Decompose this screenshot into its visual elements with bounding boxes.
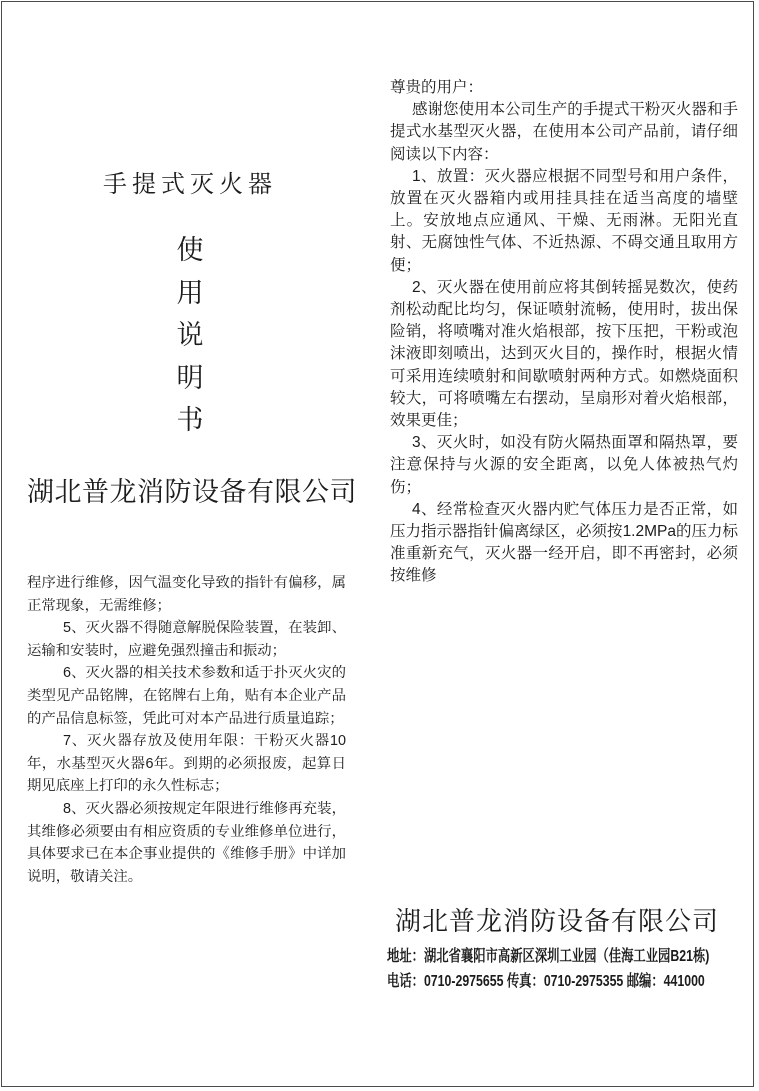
vertical-title-char: 使 [176, 235, 204, 265]
intro-paragraph-item-2: 2、灭火器在使用前应将其倒转摇晃数次，使药剂松动配比均匀，保证喷射流畅，使用时，拔出保险销，将喷嘴对准火焰根部，按下压把，干粉或泡沫液即刻喷出，达到灭火目的，操作时，根据火情可采用连续喷射和间歇喷射两种方式。如燃烧面积较大，可将喷嘴左右摆动，呈扇形对着火焰根部，效果更佳； [390, 278, 738, 430]
vertical-title-char: 说 [176, 320, 204, 350]
footer-address: 地址：湖北省襄阳市高新区深圳工业园（佳海工业园B21栋) [387, 948, 710, 965]
intro-paragraph-item-1: 1、放置：灭火器应根据不同型号和用户条件，放置在灭火器箱内或用挂具挂在适当高度的墙壁上。安放地点应通风、干燥、无雨淋。无阳光直射、无腐蚀性气体、不近热源、不碍交通且取用方便； [390, 167, 738, 274]
cover-vertical-title [30, 229, 350, 442]
footer-phone-fax-zip: 电话：0710-2975655 传真：0710-2975355 邮编：441000 [387, 973, 705, 990]
footer-company-name: 湖北普龙消防设备有限公司 [394, 906, 719, 936]
continuation-paragraph-item-8: 8、灭火器必须按规定年限进行维修再充装，其维修必须要由有相应资质的专业维修单位进行，具体要求已在本企事业提供的《维修手册》中详加说明，敬请关注。 [27, 800, 346, 885]
intro-section [390, 77, 738, 588]
continuation-paragraph-item-7: 7、灭火器存放及使用年限：干粉灭火器10年，水基型灭火器6年。到期的必须报废，起算日期见底座上打印的永久性标志； [27, 733, 346, 795]
cover-company-name: 湖北普龙消防设备有限公司 [27, 477, 357, 507]
intro-paragraph-item-4: 4、经常检查灭火器内贮气体压力是否正常，如压力指示器指针偏离绿区，必须按1.2MPa的压力标准重新充气，灭火器一经开启，即不再密封，必须按维修 [390, 500, 738, 585]
footer-section [387, 904, 727, 994]
cover-product-title: 手提式灭火器 [103, 171, 277, 198]
vertical-title-char: 用 [176, 277, 204, 308]
continuation-paragraph: 程序进行维修，因气温变化导致的指针有偏移，属正常现象，无需维修； [27, 575, 346, 614]
continuation-section [27, 572, 346, 888]
continuation-paragraph-item-5: 5、灭火器不得随意解脱保险装置，在装卸、运输和安装时，应避免强烈撞击和振动； [27, 620, 346, 659]
continuation-paragraph-item-6: 6、灭火器的相关技术参数和适于扑灭火灾的类型见产品铭牌，在铭牌右上角，贴有本企业产品的产品信息标签，凭此可对本产品进行质量追踪； [27, 665, 346, 727]
intro-salutation: 尊贵的用户： [390, 79, 484, 96]
intro-paragraph-item-3: 3、灭火时，如没有防火隔热面罩和隔热罩，要注意保持与火源的安全距离，以免人体被热气灼伤； [390, 434, 738, 496]
vertical-title-char: 明 [176, 362, 204, 393]
intro-paragraph: 感谢您使用本公司生产的手提式干粉灭火器和手提式水基型灭火器，在使用本公司产品前，请仔细阅读以下内容： [390, 101, 738, 163]
vertical-title-char: 书 [176, 405, 204, 435]
